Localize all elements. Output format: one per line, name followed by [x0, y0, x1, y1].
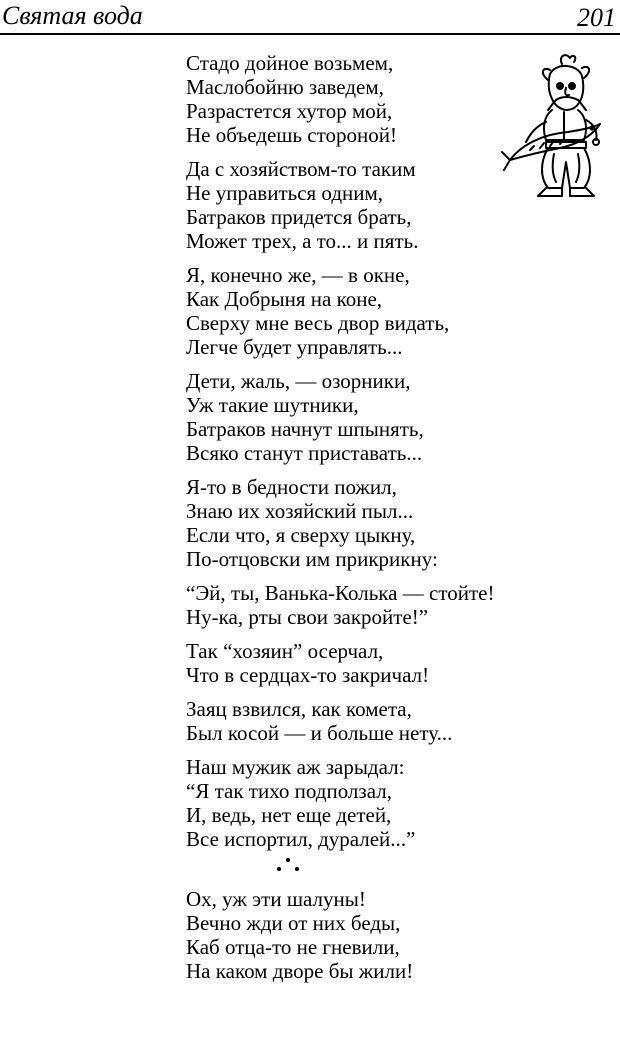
poem-line: Дети, жаль, — озорники, — [186, 369, 411, 393]
poem-line: Легче будет управлять... — [186, 335, 403, 359]
poem-line: Может трех, а то... и пять. — [186, 229, 419, 253]
poem-line: Сверху мне весь двор видать, — [186, 311, 450, 335]
stanza — [186, 697, 586, 745]
poem-line: По-отцовски им прикрикну: — [186, 547, 438, 571]
poem-line: Знаю их хозяйский пыл... — [186, 499, 414, 523]
stanza — [186, 369, 586, 465]
poem-line: Не объедешь стороной! — [186, 123, 397, 147]
poem-line: Если что, я сверху цыкну, — [186, 523, 416, 547]
asterism-separator — [261, 853, 321, 875]
separator-dot — [277, 867, 281, 871]
poem-line: Заяц взвился, как комета, — [186, 697, 412, 721]
final-stanza — [186, 887, 586, 983]
poem — [186, 51, 586, 993]
poem-line: Батраков придется брать, — [186, 205, 412, 229]
poem-line: Стадо дойное возьмем, — [186, 51, 394, 75]
stanza — [186, 639, 586, 687]
header-rule — [0, 33, 620, 35]
stanza — [186, 475, 586, 571]
poem-line: Уж такие шутники, — [186, 393, 359, 417]
poem-line: Наш мужик аж зарыдал: — [186, 755, 405, 779]
stanza — [186, 755, 586, 851]
poem-line: Батраков начнут шпынять, — [186, 417, 424, 441]
poem-line: Все испортил, дуралей...” — [186, 827, 416, 851]
poem-line: Не управиться одним, — [186, 181, 384, 205]
stanza — [186, 51, 586, 147]
poem-line: “Эй, ты, Ванька-Колька — стойте! — [186, 581, 495, 605]
poem-line: Я, конечно же, — в окне, — [186, 263, 410, 287]
poem-line: Как Добрыня на коне, — [186, 287, 383, 311]
poem-line: Каб отца-то не гневили, — [186, 935, 400, 959]
stanza — [186, 263, 586, 359]
page-number: 201 — [577, 3, 616, 32]
poem-line: Разрастется хутор мой, — [186, 99, 393, 123]
poem-line: И, ведь, нет еще детей, — [186, 803, 392, 827]
separator-dot — [286, 858, 290, 862]
poem-line: Был косой — и больше нету... — [186, 721, 453, 745]
poem-line: Всяко станут приставать... — [186, 441, 423, 465]
page-header — [0, 0, 620, 40]
stanza — [186, 157, 586, 253]
poem-line: На каком дворе бы жили! — [186, 959, 414, 983]
poem-line: Так “хозяин” осерчал, — [186, 639, 384, 663]
poem-line: Ох, уж эти шалуны! — [186, 887, 366, 911]
poem-line: Я-то в бедности пожил, — [186, 475, 397, 499]
poem-line: “Я так тихо подползал, — [186, 779, 392, 803]
poem-line: Что в сердцах-то закричал! — [186, 663, 430, 687]
poem-line: Ну-ка, рты свои закройте!” — [186, 605, 429, 629]
poem-line: Да с хозяйством-то таким — [186, 157, 416, 181]
poem-line: Маслобойню заведем, — [186, 75, 384, 99]
poem-line: Вечно жди от них беды, — [186, 911, 401, 935]
running-title: Святая вода — [2, 1, 143, 30]
stanza — [186, 581, 586, 629]
separator-dot — [295, 867, 299, 871]
